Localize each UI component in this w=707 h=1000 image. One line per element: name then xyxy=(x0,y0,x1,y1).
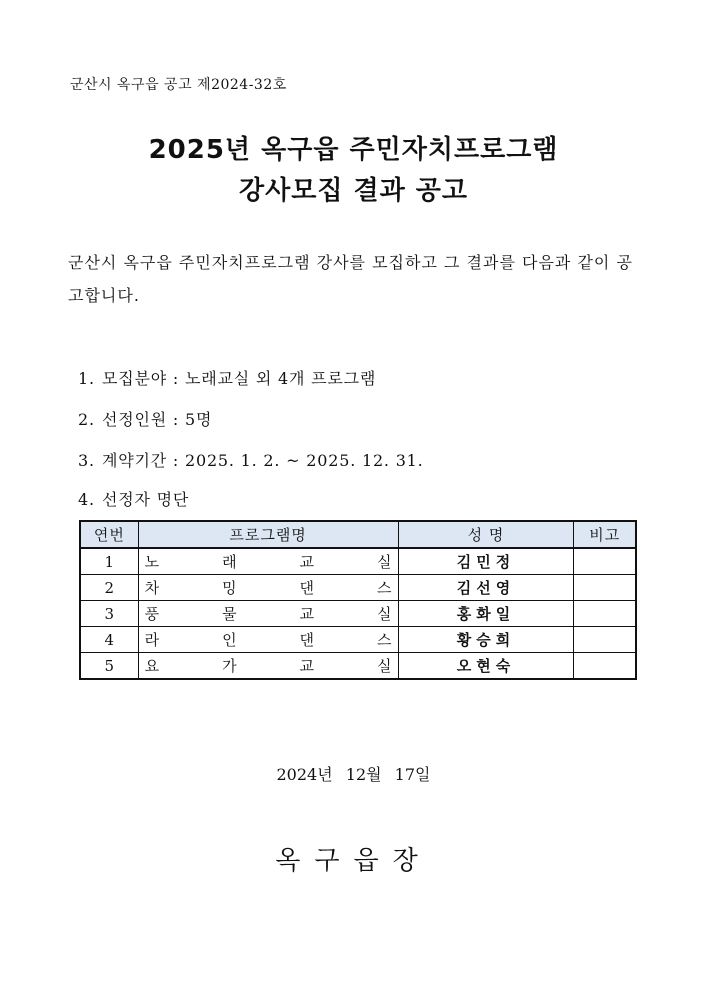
title-line-1: 2025년 옥구읍 주민자치프로그램 xyxy=(148,135,559,165)
program-char: 교 xyxy=(299,553,315,571)
issuer-title: 옥구읍장 xyxy=(275,846,432,876)
row-note xyxy=(574,601,636,627)
program-char: 교 xyxy=(299,657,315,675)
title-line-2: 강사모집 결과 공고 xyxy=(238,176,469,206)
header-program: 프로그램명 xyxy=(138,521,398,548)
row-program xyxy=(138,548,398,575)
table-row xyxy=(80,627,636,653)
selected-instructors-table xyxy=(79,520,637,680)
item-text: 선정인원 : 5명 xyxy=(102,410,213,429)
row-note xyxy=(574,548,636,575)
program-char: 라 xyxy=(144,631,160,649)
header-note: 비고 xyxy=(574,521,636,548)
intro-paragraph: 군산시 옥구읍 주민자치프로그램 강사를 모집하고 그 결과를 다음과 같이 공고합니다. xyxy=(68,253,633,305)
item-number: 2. xyxy=(78,410,95,429)
row-seq: 5 xyxy=(80,653,138,680)
row-program xyxy=(138,627,398,653)
program-char: 노 xyxy=(144,553,160,571)
item-contract-period xyxy=(78,448,424,471)
row-name: 오현숙 xyxy=(398,653,574,680)
program-char: 실 xyxy=(376,553,392,571)
row-program xyxy=(138,575,398,601)
item-recruit-field xyxy=(78,366,376,389)
program-char: 실 xyxy=(376,657,392,675)
program-char: 댄 xyxy=(299,579,315,597)
row-program xyxy=(138,601,398,627)
program-char: 풍 xyxy=(144,605,160,623)
program-char: 가 xyxy=(222,657,237,675)
row-note xyxy=(574,653,636,680)
row-name: 홍화일 xyxy=(398,601,574,627)
program-char: 스 xyxy=(376,631,392,649)
document-number: 군산시 옥구읍 공고 제2024-32호 xyxy=(70,77,287,93)
row-name: 황승희 xyxy=(398,627,574,653)
program-char: 요 xyxy=(144,657,160,675)
program-char: 래 xyxy=(222,553,237,571)
row-seq: 2 xyxy=(80,575,138,601)
row-program xyxy=(138,653,398,680)
table-row xyxy=(80,575,636,601)
row-note xyxy=(574,575,636,601)
program-char: 물 xyxy=(222,605,237,623)
table-header-row xyxy=(80,521,636,548)
item-text: 계약기간 : 2025. 1. 2. ~ 2025. 12. 31. xyxy=(102,451,424,470)
row-seq: 1 xyxy=(80,548,138,575)
program-char: 실 xyxy=(376,605,392,623)
row-name: 김선영 xyxy=(398,575,574,601)
row-name: 김민정 xyxy=(398,548,574,575)
program-char: 밍 xyxy=(222,579,237,597)
row-seq: 4 xyxy=(80,627,138,653)
item-text: 모집분야 : 노래교실 외 4개 프로그램 xyxy=(102,369,377,388)
item-number: 1. xyxy=(78,369,95,388)
item-text: 선정자 명단 xyxy=(102,490,190,509)
item-number: 4. xyxy=(78,490,95,509)
header-name: 성 명 xyxy=(398,521,574,548)
row-seq: 3 xyxy=(80,601,138,627)
header-seq: 연번 xyxy=(80,521,138,548)
program-char: 교 xyxy=(299,605,315,623)
item-selection-count xyxy=(78,407,212,430)
item-number: 3. xyxy=(78,451,95,470)
table-row xyxy=(80,548,636,575)
table-row xyxy=(80,653,636,680)
program-char: 차 xyxy=(144,579,160,597)
item-selected-list xyxy=(78,487,189,510)
program-char: 인 xyxy=(222,631,237,649)
table-row xyxy=(80,601,636,627)
program-char: 댄 xyxy=(299,631,315,649)
announcement-date: 2024년 12월 17일 xyxy=(276,765,431,784)
row-note xyxy=(574,627,636,653)
program-char: 스 xyxy=(376,579,392,597)
